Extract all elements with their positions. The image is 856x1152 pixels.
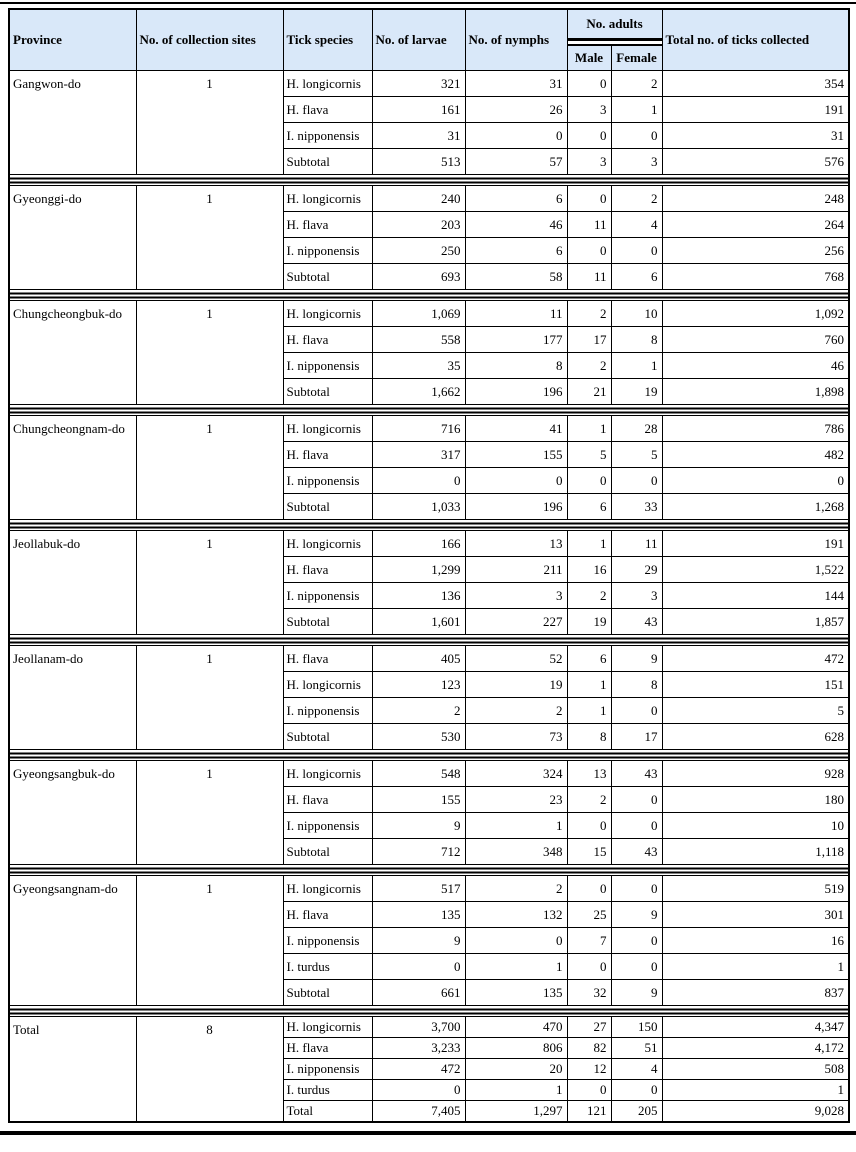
section-separator xyxy=(9,520,849,531)
cell-female: 9 xyxy=(611,980,662,1006)
cell-nymphs: 26 xyxy=(465,97,567,123)
cell-nymphs: 31 xyxy=(465,71,567,97)
col-header-male: Male xyxy=(567,46,611,71)
cell-female: 0 xyxy=(611,928,662,954)
section-separator xyxy=(9,175,849,186)
col-header-collection-sites: No. of collection sites xyxy=(136,9,283,71)
cell-nymphs: 6 xyxy=(465,238,567,264)
cell-nymphs: 0 xyxy=(465,123,567,149)
cell-tick-species: H. flava xyxy=(283,327,372,353)
cell-larvae: 0 xyxy=(372,468,465,494)
cell-total-ticks: 1,092 xyxy=(662,301,849,327)
col-header-total-ticks: Total no. of ticks collected xyxy=(662,9,849,71)
cell-larvae: 7,405 xyxy=(372,1101,465,1123)
cell-total-ticks: 151 xyxy=(662,672,849,698)
cell-female: 5 xyxy=(611,442,662,468)
cell-nymphs: 46 xyxy=(465,212,567,238)
cell-male: 11 xyxy=(567,212,611,238)
cell-total-ticks: 31 xyxy=(662,123,849,149)
col-header-tick-species: Tick species xyxy=(283,9,372,71)
cell-nymphs: 1 xyxy=(465,813,567,839)
section-separator xyxy=(9,1006,849,1017)
cell-male: 27 xyxy=(567,1017,611,1038)
cell-larvae: 9 xyxy=(372,813,465,839)
cell-total-ticks: 16 xyxy=(662,928,849,954)
cell-tick-species: I. nipponensis xyxy=(283,698,372,724)
cell-larvae: 317 xyxy=(372,442,465,468)
cell-province: Gangwon-do xyxy=(9,71,136,175)
section-separator-rule xyxy=(9,865,849,876)
cell-total-ticks: 180 xyxy=(662,787,849,813)
cell-male: 12 xyxy=(567,1059,611,1080)
cell-larvae: 661 xyxy=(372,980,465,1006)
section-separator-rule xyxy=(9,635,849,646)
cell-nymphs: 196 xyxy=(465,494,567,520)
cell-tick-species: I. nipponensis xyxy=(283,1059,372,1080)
cell-total-ticks: 256 xyxy=(662,238,849,264)
cell-collection-sites: 8 xyxy=(136,1017,283,1123)
cell-larvae: 548 xyxy=(372,761,465,787)
cell-total-ticks: 301 xyxy=(662,902,849,928)
table-row xyxy=(9,646,849,672)
cell-male: 21 xyxy=(567,379,611,405)
cell-tick-species: H. longicornis xyxy=(283,301,372,327)
cell-total-ticks: 928 xyxy=(662,761,849,787)
cell-male: 6 xyxy=(567,646,611,672)
cell-larvae: 716 xyxy=(372,416,465,442)
cell-tick-species: H. flava xyxy=(283,902,372,928)
cell-male: 0 xyxy=(567,876,611,902)
cell-male: 16 xyxy=(567,557,611,583)
cell-nymphs: 20 xyxy=(465,1059,567,1080)
cell-larvae: 136 xyxy=(372,583,465,609)
cell-nymphs: 1 xyxy=(465,1080,567,1101)
cell-female: 0 xyxy=(611,698,662,724)
cell-male: 2 xyxy=(567,301,611,327)
cell-total-ticks: 9,028 xyxy=(662,1101,849,1123)
cell-tick-species: I. nipponensis xyxy=(283,928,372,954)
section-separator xyxy=(9,635,849,646)
cell-nymphs: 3 xyxy=(465,583,567,609)
cell-tick-species: H. flava xyxy=(283,212,372,238)
cell-nymphs: 348 xyxy=(465,839,567,865)
cell-total-ticks: 519 xyxy=(662,876,849,902)
cell-tick-species: I. turdus xyxy=(283,954,372,980)
cell-male: 0 xyxy=(567,954,611,980)
cell-male: 15 xyxy=(567,839,611,865)
cell-female: 1 xyxy=(611,97,662,123)
cell-nymphs: 0 xyxy=(465,468,567,494)
cell-total-ticks: 508 xyxy=(662,1059,849,1080)
cell-female: 0 xyxy=(611,787,662,813)
cell-total-ticks: 191 xyxy=(662,97,849,123)
header-row-top xyxy=(9,9,849,38)
cell-larvae: 3,700 xyxy=(372,1017,465,1038)
cell-tick-species: H. flava xyxy=(283,97,372,123)
cell-tick-species: H. flava xyxy=(283,787,372,813)
cell-total-ticks: 1,118 xyxy=(662,839,849,865)
cell-total-ticks: 837 xyxy=(662,980,849,1006)
cell-nymphs: 41 xyxy=(465,416,567,442)
cell-male: 11 xyxy=(567,264,611,290)
cell-female: 0 xyxy=(611,238,662,264)
cell-tick-species: I. nipponensis xyxy=(283,238,372,264)
cell-male: 3 xyxy=(567,97,611,123)
cell-nymphs: 211 xyxy=(465,557,567,583)
cell-tick-species: I. nipponensis xyxy=(283,123,372,149)
cell-total-ticks: 4,347 xyxy=(662,1017,849,1038)
cell-female: 6 xyxy=(611,264,662,290)
cell-nymphs: 196 xyxy=(465,379,567,405)
cell-tick-species: H. flava xyxy=(283,442,372,468)
cell-province: Jeollabuk-do xyxy=(9,531,136,635)
cell-total-ticks: 760 xyxy=(662,327,849,353)
cell-male: 19 xyxy=(567,609,611,635)
cell-tick-species: H. flava xyxy=(283,1038,372,1059)
cell-nymphs: 1,297 xyxy=(465,1101,567,1123)
cell-tick-species: Subtotal xyxy=(283,980,372,1006)
cell-female: 19 xyxy=(611,379,662,405)
cell-nymphs: 1 xyxy=(465,954,567,980)
cell-female: 0 xyxy=(611,954,662,980)
table-row xyxy=(9,301,849,327)
cell-nymphs: 470 xyxy=(465,1017,567,1038)
cell-nymphs: 2 xyxy=(465,876,567,902)
cell-collection-sites: 1 xyxy=(136,531,283,635)
cell-male: 2 xyxy=(567,583,611,609)
tick-collection-table xyxy=(8,8,850,1123)
cell-total-ticks: 472 xyxy=(662,646,849,672)
cell-male: 0 xyxy=(567,71,611,97)
col-header-nymphs: No. of nymphs xyxy=(465,9,567,71)
cell-male: 1 xyxy=(567,531,611,557)
cell-tick-species: I. nipponensis xyxy=(283,353,372,379)
cell-female: 3 xyxy=(611,149,662,175)
cell-nymphs: 8 xyxy=(465,353,567,379)
cell-total-ticks: 264 xyxy=(662,212,849,238)
cell-female: 4 xyxy=(611,1059,662,1080)
cell-nymphs: 177 xyxy=(465,327,567,353)
cell-total-ticks: 10 xyxy=(662,813,849,839)
section-separator-rule xyxy=(9,290,849,301)
cell-total-ticks: 1,898 xyxy=(662,379,849,405)
cell-tick-species: Subtotal xyxy=(283,724,372,750)
cell-tick-species: H. longicornis xyxy=(283,1017,372,1038)
cell-tick-species: H. longicornis xyxy=(283,71,372,97)
table-row xyxy=(9,761,849,787)
cell-female: 11 xyxy=(611,531,662,557)
cell-larvae: 1,662 xyxy=(372,379,465,405)
cell-tick-species: Subtotal xyxy=(283,609,372,635)
cell-tick-species: H. longicornis xyxy=(283,876,372,902)
cell-female: 4 xyxy=(611,212,662,238)
cell-larvae: 2 xyxy=(372,698,465,724)
cell-nymphs: 132 xyxy=(465,902,567,928)
cell-tick-species: H. longicornis xyxy=(283,186,372,212)
cell-female: 43 xyxy=(611,839,662,865)
cell-collection-sites: 1 xyxy=(136,71,283,175)
cell-province: Gyeongsangbuk-do xyxy=(9,761,136,865)
cell-male: 0 xyxy=(567,186,611,212)
cell-female: 0 xyxy=(611,813,662,839)
cell-tick-species: I. turdus xyxy=(283,1080,372,1101)
cell-total-ticks: 1 xyxy=(662,954,849,980)
table-body xyxy=(9,71,849,1123)
cell-male: 17 xyxy=(567,327,611,353)
col-header-adults: No. adults xyxy=(567,9,662,38)
cell-male: 1 xyxy=(567,672,611,698)
cell-nymphs: 23 xyxy=(465,787,567,813)
cell-tick-species: H. flava xyxy=(283,646,372,672)
cell-nymphs: 57 xyxy=(465,149,567,175)
cell-nymphs: 806 xyxy=(465,1038,567,1059)
cell-total-ticks: 482 xyxy=(662,442,849,468)
cell-larvae: 135 xyxy=(372,902,465,928)
section-separator-rule xyxy=(9,520,849,531)
cell-male: 1 xyxy=(567,698,611,724)
cell-female: 43 xyxy=(611,609,662,635)
cell-male: 2 xyxy=(567,353,611,379)
cell-province: Gyeongsangnam-do xyxy=(9,876,136,1006)
cell-nymphs: 58 xyxy=(465,264,567,290)
cell-total-ticks: 191 xyxy=(662,531,849,557)
cell-female: 43 xyxy=(611,761,662,787)
cell-larvae: 166 xyxy=(372,531,465,557)
cell-total-ticks: 628 xyxy=(662,724,849,750)
cell-larvae: 161 xyxy=(372,97,465,123)
cell-nymphs: 227 xyxy=(465,609,567,635)
cell-male: 121 xyxy=(567,1101,611,1123)
cell-larvae: 1,033 xyxy=(372,494,465,520)
cell-larvae: 0 xyxy=(372,1080,465,1101)
section-separator-rule xyxy=(9,405,849,416)
cell-larvae: 530 xyxy=(372,724,465,750)
cell-province: Jeollanam-do xyxy=(9,646,136,750)
bottom-rule xyxy=(0,1131,856,1135)
section-separator-rule xyxy=(9,175,849,186)
cell-larvae: 0 xyxy=(372,954,465,980)
section-separator-rule xyxy=(9,750,849,761)
cell-male: 82 xyxy=(567,1038,611,1059)
cell-collection-sites: 1 xyxy=(136,646,283,750)
cell-tick-species: Subtotal xyxy=(283,379,372,405)
cell-collection-sites: 1 xyxy=(136,876,283,1006)
cell-larvae: 693 xyxy=(372,264,465,290)
cell-tick-species: Subtotal xyxy=(283,264,372,290)
cell-total-ticks: 786 xyxy=(662,416,849,442)
cell-female: 28 xyxy=(611,416,662,442)
cell-male: 2 xyxy=(567,787,611,813)
cell-male: 0 xyxy=(567,813,611,839)
cell-total-ticks: 248 xyxy=(662,186,849,212)
cell-female: 150 xyxy=(611,1017,662,1038)
cell-tick-species: H. flava xyxy=(283,557,372,583)
cell-nymphs: 155 xyxy=(465,442,567,468)
cell-female: 29 xyxy=(611,557,662,583)
cell-tick-species: Subtotal xyxy=(283,839,372,865)
cell-female: 9 xyxy=(611,646,662,672)
cell-female: 1 xyxy=(611,353,662,379)
cell-larvae: 123 xyxy=(372,672,465,698)
cell-total-ticks: 5 xyxy=(662,698,849,724)
cell-larvae: 321 xyxy=(372,71,465,97)
cell-total-ticks: 576 xyxy=(662,149,849,175)
col-header-larvae: No. of larvae xyxy=(372,9,465,71)
cell-nymphs: 2 xyxy=(465,698,567,724)
cell-larvae: 517 xyxy=(372,876,465,902)
cell-larvae: 1,601 xyxy=(372,609,465,635)
cell-larvae: 155 xyxy=(372,787,465,813)
cell-larvae: 1,069 xyxy=(372,301,465,327)
cell-collection-sites: 1 xyxy=(136,761,283,865)
cell-total-ticks: 4,172 xyxy=(662,1038,849,1059)
cell-male: 25 xyxy=(567,902,611,928)
section-separator xyxy=(9,865,849,876)
cell-larvae: 31 xyxy=(372,123,465,149)
section-separator xyxy=(9,405,849,416)
cell-collection-sites: 1 xyxy=(136,186,283,290)
cell-total-ticks: 1 xyxy=(662,1080,849,1101)
cell-male: 32 xyxy=(567,980,611,1006)
cell-province: Total xyxy=(9,1017,136,1123)
cell-female: 10 xyxy=(611,301,662,327)
cell-nymphs: 324 xyxy=(465,761,567,787)
cell-province: Gyeonggi-do xyxy=(9,186,136,290)
cell-male: 0 xyxy=(567,238,611,264)
cell-larvae: 712 xyxy=(372,839,465,865)
cell-male: 8 xyxy=(567,724,611,750)
cell-province: Chungcheongnam-do xyxy=(9,416,136,520)
cell-male: 5 xyxy=(567,442,611,468)
cell-larvae: 405 xyxy=(372,646,465,672)
cell-male: 0 xyxy=(567,468,611,494)
cell-larvae: 1,299 xyxy=(372,557,465,583)
cell-tick-species: H. longicornis xyxy=(283,416,372,442)
cell-larvae: 513 xyxy=(372,149,465,175)
cell-total-ticks: 0 xyxy=(662,468,849,494)
cell-larvae: 472 xyxy=(372,1059,465,1080)
cell-female: 0 xyxy=(611,876,662,902)
cell-larvae: 250 xyxy=(372,238,465,264)
table-header xyxy=(9,9,849,71)
cell-total-ticks: 1,857 xyxy=(662,609,849,635)
cell-collection-sites: 1 xyxy=(136,301,283,405)
cell-nymphs: 6 xyxy=(465,186,567,212)
cell-female: 2 xyxy=(611,186,662,212)
cell-female: 33 xyxy=(611,494,662,520)
cell-total-ticks: 1,268 xyxy=(662,494,849,520)
adults-double-rule xyxy=(567,38,662,46)
cell-male: 0 xyxy=(567,1080,611,1101)
cell-female: 8 xyxy=(611,327,662,353)
cell-tick-species: I. nipponensis xyxy=(283,468,372,494)
cell-tick-species: Subtotal xyxy=(283,149,372,175)
cell-female: 205 xyxy=(611,1101,662,1123)
cell-tick-species: Total xyxy=(283,1101,372,1123)
cell-female: 8 xyxy=(611,672,662,698)
cell-tick-species: I. nipponensis xyxy=(283,813,372,839)
cell-tick-species: H. longicornis xyxy=(283,672,372,698)
cell-female: 3 xyxy=(611,583,662,609)
cell-larvae: 35 xyxy=(372,353,465,379)
table-row xyxy=(9,876,849,902)
cell-total-ticks: 768 xyxy=(662,264,849,290)
cell-tick-species: H. longicornis xyxy=(283,531,372,557)
section-separator-rule xyxy=(9,1006,849,1017)
cell-female: 0 xyxy=(611,1080,662,1101)
cell-female: 2 xyxy=(611,71,662,97)
cell-tick-species: Subtotal xyxy=(283,494,372,520)
cell-total-ticks: 1,522 xyxy=(662,557,849,583)
cell-male: 1 xyxy=(567,416,611,442)
cell-tick-species: H. longicornis xyxy=(283,761,372,787)
cell-total-ticks: 46 xyxy=(662,353,849,379)
table-row xyxy=(9,71,849,97)
col-header-province: Province xyxy=(9,9,136,71)
section-separator xyxy=(9,750,849,761)
cell-larvae: 203 xyxy=(372,212,465,238)
cell-male: 3 xyxy=(567,149,611,175)
cell-female: 0 xyxy=(611,468,662,494)
section-separator xyxy=(9,290,849,301)
table-row xyxy=(9,186,849,212)
cell-nymphs: 13 xyxy=(465,531,567,557)
table-row xyxy=(9,416,849,442)
cell-larvae: 9 xyxy=(372,928,465,954)
cell-nymphs: 135 xyxy=(465,980,567,1006)
cell-nymphs: 0 xyxy=(465,928,567,954)
table-row xyxy=(9,1017,849,1038)
cell-male: 13 xyxy=(567,761,611,787)
cell-nymphs: 52 xyxy=(465,646,567,672)
cell-nymphs: 73 xyxy=(465,724,567,750)
cell-larvae: 558 xyxy=(372,327,465,353)
top-rule xyxy=(0,2,856,4)
cell-nymphs: 11 xyxy=(465,301,567,327)
cell-province: Chungcheongbuk-do xyxy=(9,301,136,405)
col-header-female: Female xyxy=(611,46,662,71)
cell-larvae: 240 xyxy=(372,186,465,212)
cell-larvae: 3,233 xyxy=(372,1038,465,1059)
cell-female: 17 xyxy=(611,724,662,750)
cell-collection-sites: 1 xyxy=(136,416,283,520)
cell-female: 0 xyxy=(611,123,662,149)
cell-male: 6 xyxy=(567,494,611,520)
cell-total-ticks: 354 xyxy=(662,71,849,97)
cell-tick-species: I. nipponensis xyxy=(283,583,372,609)
cell-nymphs: 19 xyxy=(465,672,567,698)
cell-female: 9 xyxy=(611,902,662,928)
table-row xyxy=(9,531,849,557)
cell-female: 51 xyxy=(611,1038,662,1059)
cell-total-ticks: 144 xyxy=(662,583,849,609)
cell-male: 0 xyxy=(567,123,611,149)
cell-male: 7 xyxy=(567,928,611,954)
